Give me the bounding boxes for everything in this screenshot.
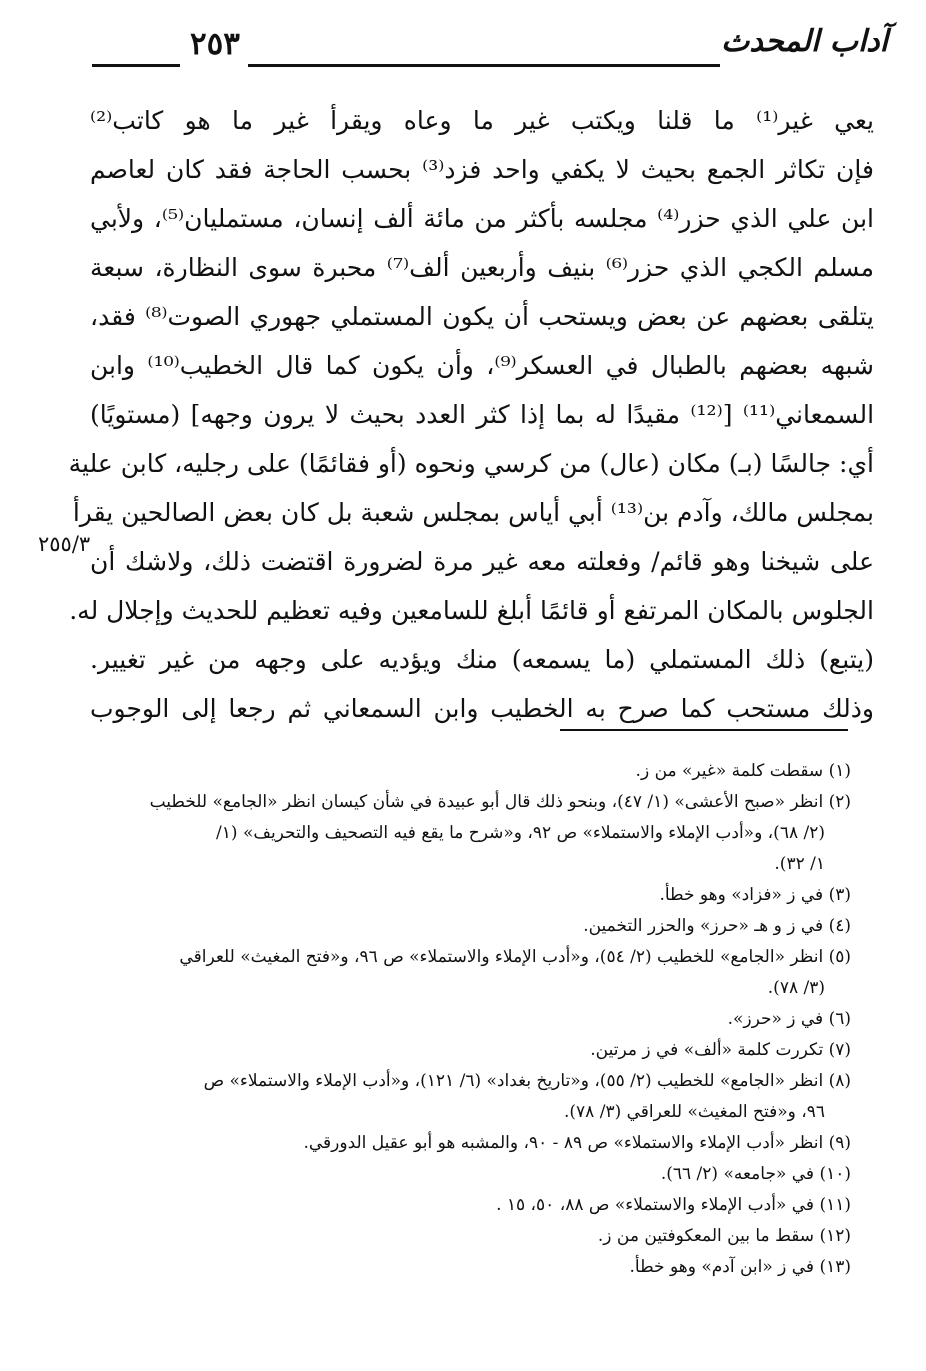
footnote: (٤) في ز و هـ «حرز» والحزر التخمين. bbox=[583, 916, 851, 936]
footnote: (٧) تكررت كلمة «ألف» في ز مرتين. bbox=[590, 1040, 851, 1060]
text-line: السمعاني⁽¹¹⁾ [⁽¹²⁾ مقيدًا له بما إذا كثر العدد بحيث لا يرون وجهه] (مستويًا) bbox=[90, 400, 875, 429]
text-line: يعي غير⁽¹⁾ ما قلنا ويكتب غير ما وعاه ويقرأ غير ما هو كاتب⁽²⁾ bbox=[90, 106, 874, 135]
footnote: (٩) انظر «أدب الإملاء والاستملاء» ص ٨٩ - ٩٠، والمشبه هو أبو عقيل الدورقي. bbox=[303, 1133, 851, 1153]
footnote: (١١) في «أدب الإملاء والاستملاء» ص ٨٨، ٥٠، ١٥ . bbox=[496, 1195, 851, 1215]
main-text bbox=[68, 96, 875, 733]
running-title: آداب المحدث bbox=[721, 24, 888, 59]
footnote: (٢) انظر «صبح الأعشى» (١/ ٤٧)، وبنحو ذلك قال أبو عبيدة في شأن كيسان انظر «الجامع» للخطيب bbox=[149, 792, 851, 812]
footnote: (٥) انظر «الجامع» للخطيب (٢/ ٥٤)، و«أدب الإملاء والاستملاء» ص ٩٦، و«فتح المغيث» للعراقي bbox=[179, 947, 851, 967]
footnote-continuation: ٩٦، و«فتح المغيث» للعراقي (٣/ ٧٨). bbox=[564, 1102, 825, 1122]
text-line: ابن علي الذي حزر⁽⁴⁾ مجلسه بأكثر من مائة ألف إنسان، مستمليان⁽⁵⁾، ولأبي bbox=[90, 204, 874, 233]
text-line: الجلوس بالمكان المرتفع أو قائمًا أبلغ للسامعين وفيه تعظيم للحديث وإجلال له. bbox=[69, 596, 874, 625]
footnote: (١٢) سقط ما بين المعكوفتين من ز. bbox=[597, 1226, 851, 1246]
page-header bbox=[40, 20, 888, 76]
text-line: (يتبع) ذلك المستملي (ما يسمعه) منك ويؤديه على وجهه من غير تغيير. bbox=[90, 645, 874, 674]
footnote: (٨) انظر «الجامع» للخطيب (٢/ ٥٥)، و«تاريخ بغداد» (٦/ ١٢١)، و«أدب الإملاء والاستملاء» ص bbox=[203, 1071, 851, 1091]
footnote: (١٠) في «جامعه» (٢/ ٦٦). bbox=[660, 1164, 851, 1184]
text-line: شبهه بعضهم بالطبال في العسكر⁽⁹⁾، وأن يكون كما قال الخطيب⁽¹⁰⁾ وابن bbox=[90, 351, 874, 380]
text-line: على شيخنا وهو قائم/ وفعلته معه غير مرة لضرورة اقتضت ذلك، ولاشك أن bbox=[90, 547, 874, 576]
footnote-continuation: (٣/ ٧٨). bbox=[767, 978, 825, 998]
text-line: أي: جالسًا (بـ) مكان (عال) من كرسي ونحوه (أو فقائمًا) على رجليه، كابن علية bbox=[68, 449, 874, 478]
footnote: (٦) في ز «حرز». bbox=[727, 1009, 851, 1029]
text-line: بمجلس مالك، وآدم بن⁽¹³⁾ أبي أياس بمجلس شعبة بل كان بعض الصالحين يقرأ bbox=[72, 498, 874, 527]
page-number: ٢٥٣ bbox=[190, 26, 240, 62]
header-rule-short bbox=[92, 64, 180, 67]
footnote: (١٣) في ز «ابن آدم» وهو خطأ. bbox=[629, 1257, 851, 1277]
margin-reference: ٢٥٥/٣ bbox=[38, 532, 91, 556]
footnote-continuation: ١/ ٣٢). bbox=[774, 854, 825, 874]
text-line: يتلقى بعضهم عن بعض ويستحب أن يكون المستملي جهوري الصوت⁽⁸⁾ فقد، bbox=[90, 302, 874, 331]
footnote: (٣) في ز «فزاد» وهو خطأ. bbox=[659, 885, 851, 905]
footnote-separator bbox=[560, 729, 848, 731]
footnote: (١) سقطت كلمة «غير» من ز. bbox=[635, 761, 851, 781]
footnote-continuation: (٢/ ٦٨)، و«أدب الإملاء والاستملاء» ص ٩٢، و«شرح ما يقع فيه التصحيف والتحريف» (١/ bbox=[216, 823, 825, 843]
footnotes bbox=[91, 756, 851, 1283]
text-line: وذلك مستحب كما صرح به الخطيب وابن السمعاني ثم رجعا إلى الوجوب bbox=[90, 694, 874, 723]
text-line: فإن تكاثر الجمع بحيث لا يكفي واحد فزد⁽³⁾ بحسب الحاجة فقد كان لعاصم bbox=[90, 155, 874, 184]
header-rule bbox=[248, 64, 720, 67]
text-line: مسلم الكجي الذي حزر⁽⁶⁾ بنيف وأربعين ألف⁽⁷⁾ محبرة سوى النظارة، سبعة bbox=[90, 253, 875, 282]
